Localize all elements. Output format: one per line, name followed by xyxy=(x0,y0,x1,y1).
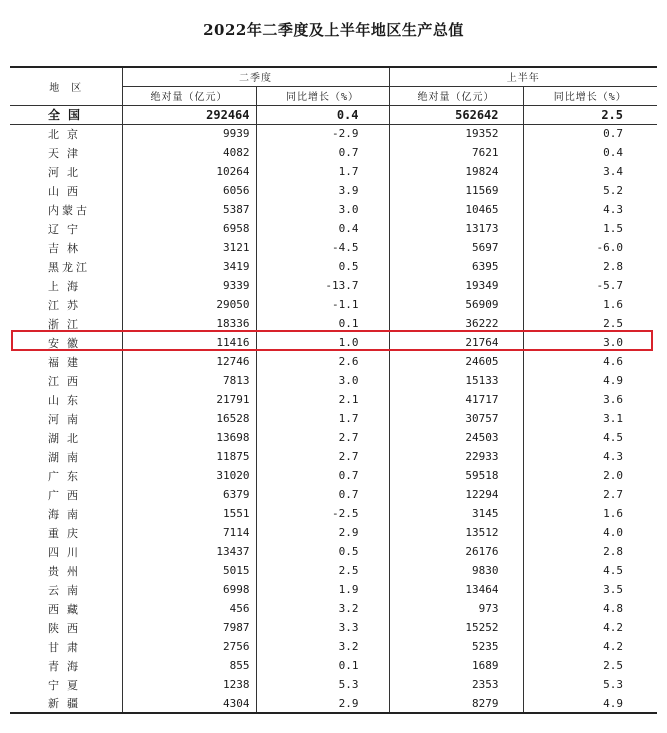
h1-growth: 2.5 xyxy=(523,314,657,333)
table-row xyxy=(10,200,657,219)
h1-value: 5235 xyxy=(389,637,523,656)
q2-value: 5387 xyxy=(122,200,256,219)
q2-value: 3121 xyxy=(122,238,256,257)
header-region: 地 区 xyxy=(10,67,122,105)
region-name: 湖南 xyxy=(48,450,86,464)
q2-value: 2756 xyxy=(122,637,256,656)
q2-growth: 0.7 xyxy=(256,466,389,485)
region-name: 浙江 xyxy=(48,317,86,331)
q2-value: 4304 xyxy=(122,694,256,713)
q2-growth: 1.7 xyxy=(256,409,389,428)
q2-growth: 2.7 xyxy=(256,447,389,466)
table-row xyxy=(10,124,657,143)
q2-value: 13698 xyxy=(122,428,256,447)
q2-value: 16528 xyxy=(122,409,256,428)
table-row xyxy=(10,428,657,447)
table-row xyxy=(10,599,657,618)
header-q2-growth: 同比增长（%） xyxy=(256,86,389,105)
q2-value: 18336 xyxy=(122,314,256,333)
q2-growth: 0.1 xyxy=(256,314,389,333)
q2-growth: -2.5 xyxy=(256,504,389,523)
q2-growth: 1.0 xyxy=(256,333,389,352)
gdp-table-container xyxy=(10,66,657,714)
region-name: 全国 xyxy=(10,105,122,124)
h1-growth: 3.4 xyxy=(523,162,657,181)
h1-value: 13173 xyxy=(389,219,523,238)
region-name: 贵州 xyxy=(48,564,86,578)
q2-value: 7987 xyxy=(122,618,256,637)
h1-value: 36222 xyxy=(389,314,523,333)
q2-value: 456 xyxy=(122,599,256,618)
h1-value: 15252 xyxy=(389,618,523,637)
q2-growth: 0.7 xyxy=(256,485,389,504)
q2-value: 11875 xyxy=(122,447,256,466)
h1-value: 13464 xyxy=(389,580,523,599)
h1-value: 562642 xyxy=(389,105,523,124)
region-name: 广东 xyxy=(48,469,86,483)
h1-value: 12294 xyxy=(389,485,523,504)
region-name: 西藏 xyxy=(48,602,86,616)
h1-value: 22933 xyxy=(389,447,523,466)
h1-value: 3145 xyxy=(389,504,523,523)
q2-value: 9339 xyxy=(122,276,256,295)
h1-value: 19824 xyxy=(389,162,523,181)
q2-value: 292464 xyxy=(122,105,256,124)
region-name: 黑龙江 xyxy=(48,260,90,274)
q2-growth: 0.5 xyxy=(256,257,389,276)
table-body xyxy=(10,105,657,713)
h1-growth: 4.2 xyxy=(523,618,657,637)
h1-growth: 5.3 xyxy=(523,675,657,694)
table-row xyxy=(10,181,657,200)
table-row xyxy=(10,504,657,523)
q2-growth: 3.2 xyxy=(256,637,389,656)
header-h1-abs: 绝对量（亿元） xyxy=(389,86,523,105)
q2-growth: 2.1 xyxy=(256,390,389,409)
h1-growth: 3.0 xyxy=(523,333,657,352)
h1-value: 19349 xyxy=(389,276,523,295)
h1-growth: 4.5 xyxy=(523,561,657,580)
table-row xyxy=(10,656,657,675)
region-name: 内蒙古 xyxy=(48,203,90,217)
region-name: 河北 xyxy=(48,165,86,179)
h1-growth: 4.6 xyxy=(523,352,657,371)
h1-growth: 0.7 xyxy=(523,124,657,143)
region-name: 安徽 xyxy=(48,336,86,350)
q2-value: 7813 xyxy=(122,371,256,390)
h1-value: 10465 xyxy=(389,200,523,219)
q2-value: 29050 xyxy=(122,295,256,314)
h1-value: 973 xyxy=(389,599,523,618)
header-q2-abs: 绝对量（亿元） xyxy=(122,86,256,105)
table-row xyxy=(10,618,657,637)
h1-value: 8279 xyxy=(389,694,523,713)
q2-value: 11416 xyxy=(122,333,256,352)
q2-growth: 2.6 xyxy=(256,352,389,371)
page-title: 2022年二季度及上半年地区生产总值 xyxy=(203,21,464,39)
q2-growth: -13.7 xyxy=(256,276,389,295)
h1-value: 30757 xyxy=(389,409,523,428)
region-name: 湖北 xyxy=(48,431,86,445)
region-name: 重庆 xyxy=(48,526,86,540)
table-row xyxy=(10,276,657,295)
h1-growth: 0.4 xyxy=(523,143,657,162)
region-name: 上海 xyxy=(48,279,86,293)
q2-growth: 2.5 xyxy=(256,561,389,580)
table-header xyxy=(10,67,657,105)
q2-growth: 3.3 xyxy=(256,618,389,637)
region-name: 吉林 xyxy=(48,241,86,255)
region-name: 海南 xyxy=(48,507,86,521)
h1-growth: 1.6 xyxy=(523,504,657,523)
q2-growth: 0.4 xyxy=(256,219,389,238)
table-row xyxy=(10,352,657,371)
q2-value: 4082 xyxy=(122,143,256,162)
h1-growth: 4.5 xyxy=(523,428,657,447)
region-name: 陕西 xyxy=(48,621,86,635)
q2-growth: 0.1 xyxy=(256,656,389,675)
q2-growth: 3.0 xyxy=(256,200,389,219)
table-row xyxy=(10,409,657,428)
h1-growth: 3.6 xyxy=(523,390,657,409)
table-row-total xyxy=(10,105,657,124)
h1-growth: 4.9 xyxy=(523,371,657,390)
region-name: 山西 xyxy=(48,184,86,198)
q2-value: 10264 xyxy=(122,162,256,181)
region-name: 福建 xyxy=(48,355,86,369)
h1-growth: 2.8 xyxy=(523,542,657,561)
q2-value: 5015 xyxy=(122,561,256,580)
h1-value: 5697 xyxy=(389,238,523,257)
h1-growth: 1.6 xyxy=(523,295,657,314)
q2-value: 6998 xyxy=(122,580,256,599)
q2-growth: 2.9 xyxy=(256,523,389,542)
q2-value: 6056 xyxy=(122,181,256,200)
table-row xyxy=(10,561,657,580)
h1-value: 26176 xyxy=(389,542,523,561)
region-name: 河南 xyxy=(48,412,86,426)
region-name: 天津 xyxy=(48,146,86,160)
h1-growth: 3.1 xyxy=(523,409,657,428)
region-name: 辽宁 xyxy=(48,222,86,236)
table-row xyxy=(10,295,657,314)
q2-growth: 2.7 xyxy=(256,428,389,447)
q2-value: 12746 xyxy=(122,352,256,371)
h1-growth: 2.8 xyxy=(523,257,657,276)
region-name: 云南 xyxy=(48,583,86,597)
q2-growth: -2.9 xyxy=(256,124,389,143)
h1-growth: 4.8 xyxy=(523,599,657,618)
table-row xyxy=(10,257,657,276)
h1-value: 6395 xyxy=(389,257,523,276)
q2-value: 31020 xyxy=(122,466,256,485)
q2-growth: 2.9 xyxy=(256,694,389,713)
region-name: 江西 xyxy=(48,374,86,388)
h1-growth: 2.7 xyxy=(523,485,657,504)
region-name: 广西 xyxy=(48,488,86,502)
table-row xyxy=(10,694,657,713)
h1-growth: 2.0 xyxy=(523,466,657,485)
q2-growth: 0.7 xyxy=(256,143,389,162)
h1-growth: 4.9 xyxy=(523,694,657,713)
q2-value: 6379 xyxy=(122,485,256,504)
gdp-table xyxy=(10,66,657,714)
region-name: 山东 xyxy=(48,393,86,407)
q2-growth: 0.5 xyxy=(256,542,389,561)
region-name: 江苏 xyxy=(48,298,86,312)
region-name: 青海 xyxy=(48,659,86,673)
q2-growth: 3.2 xyxy=(256,599,389,618)
table-row xyxy=(10,523,657,542)
region-name: 宁夏 xyxy=(48,678,86,692)
header-h1-growth: 同比增长（%） xyxy=(523,86,657,105)
table-row xyxy=(10,390,657,409)
table-row xyxy=(10,162,657,181)
q2-value: 21791 xyxy=(122,390,256,409)
h1-growth: 4.0 xyxy=(523,523,657,542)
table-row xyxy=(10,238,657,257)
region-name: 甘肃 xyxy=(48,640,86,654)
h1-growth: 4.2 xyxy=(523,637,657,656)
q2-growth: -4.5 xyxy=(256,238,389,257)
h1-value: 56909 xyxy=(389,295,523,314)
h1-growth: 4.3 xyxy=(523,447,657,466)
h1-value: 9830 xyxy=(389,561,523,580)
h1-growth: 5.2 xyxy=(523,181,657,200)
h1-value: 2353 xyxy=(389,675,523,694)
h1-value: 59518 xyxy=(389,466,523,485)
region-name: 北京 xyxy=(48,127,86,141)
table-row xyxy=(10,675,657,694)
region-name: 新疆 xyxy=(10,694,122,713)
h1-value: 13512 xyxy=(389,523,523,542)
highlight-box xyxy=(11,330,653,351)
h1-growth: -5.7 xyxy=(523,276,657,295)
table-row xyxy=(10,485,657,504)
h1-growth: -6.0 xyxy=(523,238,657,257)
table-row xyxy=(10,580,657,599)
q2-growth: 5.3 xyxy=(256,675,389,694)
h1-value: 11569 xyxy=(389,181,523,200)
h1-growth: 2.5 xyxy=(523,656,657,675)
q2-growth: 3.0 xyxy=(256,371,389,390)
table-row xyxy=(10,371,657,390)
table-row xyxy=(10,637,657,656)
h1-value: 41717 xyxy=(389,390,523,409)
q2-value: 9939 xyxy=(122,124,256,143)
q2-growth: 1.7 xyxy=(256,162,389,181)
header-q2: 二季度 xyxy=(122,67,389,86)
table-row xyxy=(10,466,657,485)
h1-growth: 3.5 xyxy=(523,580,657,599)
q2-value: 13437 xyxy=(122,542,256,561)
q2-value: 855 xyxy=(122,656,256,675)
q2-value: 1551 xyxy=(122,504,256,523)
h1-value: 1689 xyxy=(389,656,523,675)
table-row xyxy=(10,447,657,466)
table-row xyxy=(10,219,657,238)
region-name: 四川 xyxy=(48,545,86,559)
h1-value: 7621 xyxy=(389,143,523,162)
q2-growth: 1.9 xyxy=(256,580,389,599)
q2-value: 6958 xyxy=(122,219,256,238)
q2-growth: 0.4 xyxy=(256,105,389,124)
q2-value: 1238 xyxy=(122,675,256,694)
table-row xyxy=(10,143,657,162)
q2-value: 7114 xyxy=(122,523,256,542)
table-row xyxy=(10,542,657,561)
h1-value: 19352 xyxy=(389,124,523,143)
h1-value: 15133 xyxy=(389,371,523,390)
h1-value: 24503 xyxy=(389,428,523,447)
h1-value: 24605 xyxy=(389,352,523,371)
h1-growth: 4.3 xyxy=(523,200,657,219)
q2-growth: -1.1 xyxy=(256,295,389,314)
q2-growth: 3.9 xyxy=(256,181,389,200)
q2-value: 3419 xyxy=(122,257,256,276)
h1-value: 21764 xyxy=(389,333,523,352)
header-h1: 上半年 xyxy=(389,67,657,86)
h1-growth: 1.5 xyxy=(523,219,657,238)
h1-growth: 2.5 xyxy=(523,105,657,124)
